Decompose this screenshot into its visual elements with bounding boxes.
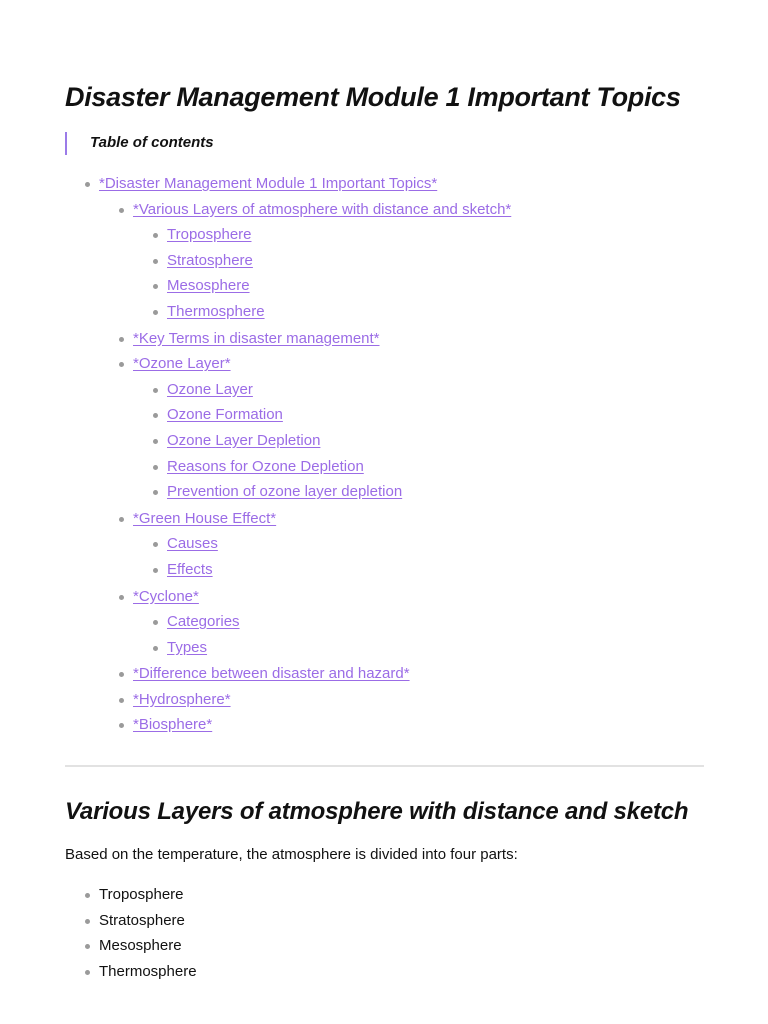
toc-link[interactable]: *Disaster Management Module 1 Important Topics* <box>99 175 438 192</box>
toc-subitem <box>167 377 511 403</box>
toc-subitem <box>167 402 511 428</box>
toc-sublist <box>133 377 511 505</box>
toc-link[interactable]: *Ozone Layer* <box>133 355 231 373</box>
toc-link[interactable]: *Hydrosphere* <box>133 690 231 708</box>
toc-link[interactable]: Ozone Formation <box>167 406 283 424</box>
toc-item <box>133 687 511 713</box>
toc-item <box>133 661 511 687</box>
list-item: Troposphere <box>99 882 197 908</box>
section-intro-text: Based on the temperature, the atmosphere is divided into four parts: <box>65 846 518 863</box>
toc-item <box>133 712 511 738</box>
toc-callout <box>65 132 214 155</box>
toc-link[interactable]: Ozone Layer Depletion <box>167 431 321 449</box>
page-title: Disaster Management Module 1 Important Topics <box>65 82 681 112</box>
section-heading: Various Layers of atmosphere with distance and sketch <box>65 798 689 825</box>
toc-subitem <box>167 428 511 454</box>
toc-item <box>133 506 511 583</box>
section-divider <box>65 765 704 767</box>
toc-link[interactable]: Thermosphere <box>167 302 265 320</box>
atmosphere-layers-list <box>99 882 197 984</box>
toc-subitem <box>167 635 511 661</box>
toc-link[interactable]: Causes <box>167 535 218 553</box>
toc-subitem <box>167 531 511 557</box>
toc-subitem <box>167 479 511 505</box>
toc-link[interactable]: Reasons for Ozone Depletion <box>167 457 364 475</box>
toc-link[interactable]: Prevention of ozone layer depletion <box>167 483 403 501</box>
toc-subitem <box>167 299 511 325</box>
toc-item <box>133 326 511 352</box>
toc-link[interactable]: *Green House Effect* <box>133 509 277 527</box>
toc-sublist <box>99 197 511 738</box>
list-item: Stratosphere <box>99 908 197 934</box>
toc-link[interactable]: Troposphere <box>167 226 252 244</box>
toc-link[interactable]: Categories <box>167 613 240 631</box>
toc-item-root <box>99 171 511 738</box>
toc-link[interactable]: Effects <box>167 560 213 578</box>
toc-item <box>133 351 511 505</box>
toc-subitem <box>167 248 511 274</box>
toc-subitem <box>167 222 511 248</box>
toc-link[interactable]: *Key Terms in disaster management* <box>133 329 380 347</box>
toc-link[interactable]: Stratosphere <box>167 251 253 269</box>
toc-item <box>133 584 511 661</box>
list-item: Thermosphere <box>99 959 197 985</box>
toc-sublist <box>133 609 511 660</box>
toc-link[interactable]: Ozone Layer <box>167 380 253 398</box>
table-of-contents <box>99 171 511 738</box>
toc-item <box>133 197 511 325</box>
list-item: Mesosphere <box>99 933 197 959</box>
toc-subitem <box>167 557 511 583</box>
toc-link[interactable]: Mesosphere <box>167 277 250 295</box>
toc-link[interactable]: *Cyclone* <box>133 587 199 605</box>
toc-link[interactable]: *Difference between disaster and hazard* <box>133 665 410 683</box>
toc-heading: Table of contents <box>90 134 214 151</box>
toc-link[interactable]: *Various Layers of atmosphere with distance and sketch* <box>133 200 512 218</box>
toc-subitem <box>167 273 511 299</box>
toc-sublist <box>133 531 511 582</box>
toc-link[interactable]: Types <box>167 638 208 656</box>
toc-subitem <box>167 609 511 635</box>
toc-sublist <box>133 222 511 324</box>
toc-link[interactable]: *Biosphere* <box>133 716 213 734</box>
toc-subitem <box>167 454 511 480</box>
